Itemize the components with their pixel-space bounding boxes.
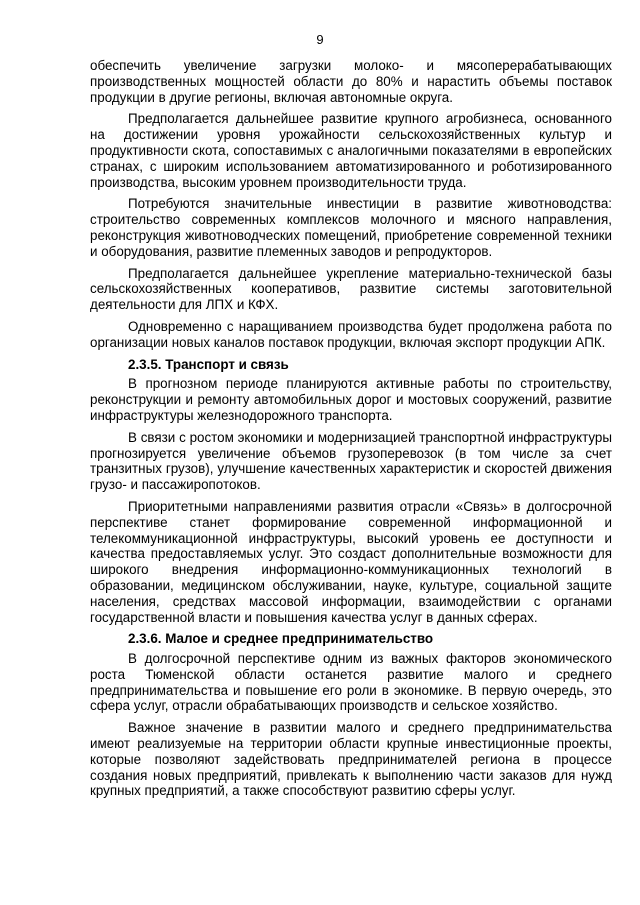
paragraph: Приоритетными направлениями развития отрасли «Связь» в долгосрочной перспективе станет формирование современной информационной и телекоммуникационной инфраструктуры, высокий уровень ее доступности и качества предоставляемых услуг. Это создаст дополнительные возможности для широкого внедрения информационно-коммуникационных технологий в образовании, медицинском обслуживании, науке, культуре, социальной защите населения, средствах массовой информации, взаимодействии с органами государственной власти и повышения качества услуг в данных сферах.	[90, 498, 612, 625]
paragraph: В долгосрочной перспективе одним из важных факторов экономического роста Тюменской области останется развитие малого и среднего предпринимательства и повышение его роли в экономике. В первую очередь, это сфера услуг, отрасли обрабатывающих производств и сельское хозяйство.	[90, 651, 612, 714]
section-heading-small-business: 2.3.6. Малое и среднее предпринимательство	[128, 631, 434, 647]
page-number: 9	[316, 32, 324, 47]
section-heading-transport: 2.3.5. Транспорт и связь	[128, 356, 289, 372]
paragraph: В связи с ростом экономики и модернизацией транспортной инфраструктуры прогнозируется увеличение объемов грузоперевозок (в том числе за счет транзитных грузов), улучшение качественных характеристик и скоростей движения грузо- и пассажиропотоков.	[90, 429, 612, 493]
paragraph: В прогнозном периоде планируются активные работы по строительству, реконструкции и ремонту автомобильных дорог и мостовых сооружений, развитие инфраструктуры железнодорожного транспорта.	[90, 376, 612, 423]
paragraph: Предполагается дальнейшее развитие крупного агробизнеса, основанного на достижении уровня урожайности сельскохозяйственных культур и продуктивности скота, сопоставимых с аналогичными показателями в европейских странах, с широким использованием автоматизированного и роботизированного производства, высоким уровнем производительности труда.	[90, 111, 612, 190]
paragraph: Предполагается дальнейшее укрепление материально-технической базы сельскохозяйственных кооперативов, развитие системы заготовительной деятельности для ЛПХ и КФХ.	[90, 265, 612, 313]
paragraph: обеспечить увеличение загрузки молоко- и мясоперерабатывающих производственных мощностей области до 80% и нарастить объемы поставок продукции в другие регионы, включая автономные округа.	[90, 58, 612, 105]
document-body	[90, 58, 612, 805]
paragraph: Важное значение в развитии малого и среднего предпринимательства имеют реализуемые на территории области крупные инвестиционные проекты, которые позволяют задействовать предпринимателей региона в процессе создания новых предприятий, привлекать к выполнению части заказов для нужд крупных предприятий, а также способствуют развитию сферы услуг.	[90, 720, 612, 799]
paragraph: Одновременно с наращиванием производства будет продолжена работа по организации новых каналов поставок продукции, включая экспорт продукции АПК.	[90, 318, 612, 350]
paragraph: Потребуются значительные инвестиции в развитие животноводства: строительство современных комплексов молочного и мясного направления, реконструкция животноводческих помещений, приобретение современной техники и оборудования, развитие племенных заводов и репродукторов.	[90, 196, 612, 259]
